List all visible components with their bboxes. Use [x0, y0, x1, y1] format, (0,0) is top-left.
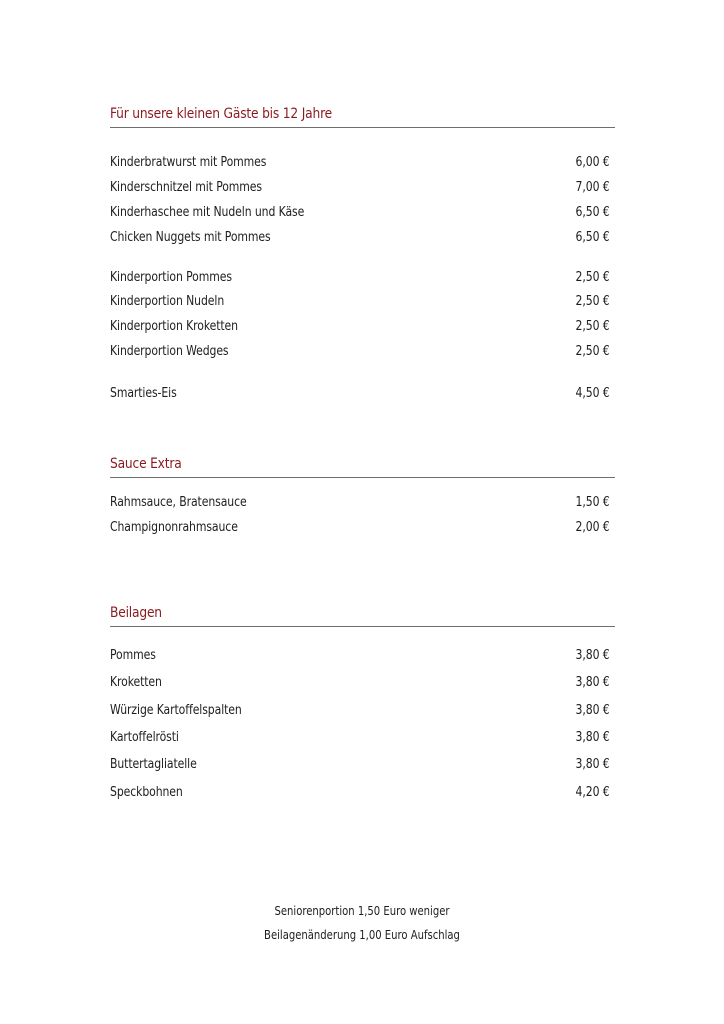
menu-item: [110, 342, 610, 360]
senior-portion-note: Seniorenportion 1,50 Euro weniger: [274, 904, 450, 918]
item-price: 4,20 €: [575, 784, 610, 800]
item-price: 2,50 €: [575, 293, 610, 309]
menu-item: [110, 178, 610, 196]
item-price: 2,50 €: [575, 318, 610, 334]
item-name: Kinderportion Nudeln: [110, 293, 225, 309]
side-change-note: Beilagenänderung 1,00 Euro Aufschlag: [264, 928, 460, 942]
item-price: 6,50 €: [575, 229, 610, 245]
section-divider: [110, 127, 615, 128]
section-divider: [110, 477, 615, 478]
section-kids: [110, 105, 615, 401]
menu-item: [110, 673, 610, 691]
item-price: 1,50 €: [575, 494, 610, 510]
section-title: Sauce Extra: [110, 456, 182, 472]
menu-item: [110, 384, 610, 402]
item-price: 4,50 €: [575, 385, 610, 401]
item-name: Buttertagliatelle: [110, 756, 197, 772]
item-name: Kartoffelrösti: [110, 729, 179, 745]
section-title: Für unsere kleinen Gäste bis 12 Jahre: [110, 106, 332, 122]
section-divider: [110, 626, 615, 627]
item-price: 2,50 €: [575, 269, 610, 285]
item-price: 6,00 €: [575, 154, 610, 170]
menu-item: [110, 701, 610, 719]
section-sauce-extra: [110, 455, 615, 535]
item-name: Smarties-Eis: [110, 385, 177, 401]
menu-item: [110, 317, 610, 335]
item-price: 3,80 €: [575, 756, 610, 772]
item-name: Speckbohnen: [110, 784, 183, 800]
item-price: 3,80 €: [575, 674, 610, 690]
item-name: Kinderportion Kroketten: [110, 318, 238, 334]
menu-item: [110, 518, 610, 536]
menu-item: [110, 728, 610, 746]
item-name: Kinderschnitzel mit Pommes: [110, 179, 262, 195]
menu-item: [110, 228, 610, 246]
item-name: Kinderportion Pommes: [110, 269, 232, 285]
item-price: 7,00 €: [575, 179, 610, 195]
item-price: 2,00 €: [575, 519, 610, 535]
menu-item: [110, 493, 610, 511]
item-name: Kroketten: [110, 674, 162, 690]
item-name: Champignonrahmsauce: [110, 519, 238, 535]
footer-notes: [0, 899, 724, 947]
item-price: 3,80 €: [575, 729, 610, 745]
menu-item: [110, 755, 610, 773]
item-name: Kinderbratwurst mit Pommes: [110, 154, 267, 170]
section-beilagen: [110, 604, 615, 800]
item-price: 6,50 €: [575, 204, 610, 220]
item-name: Rahmsauce, Bratensauce: [110, 494, 247, 510]
menu-item: [110, 783, 610, 801]
item-name: Pommes: [110, 647, 156, 663]
section-title: Beilagen: [110, 605, 162, 621]
item-price: 3,80 €: [575, 702, 610, 718]
item-name: Würzige Kartoffelspalten: [110, 702, 242, 718]
menu-item: [110, 292, 610, 310]
menu-item: [110, 268, 610, 286]
item-price: 2,50 €: [575, 343, 610, 359]
item-price: 3,80 €: [575, 647, 610, 663]
menu-item: [110, 203, 610, 221]
menu-item: [110, 153, 610, 171]
item-name: Kinderportion Wedges: [110, 343, 229, 359]
item-name: Kinderhaschee mit Nudeln und Käse: [110, 204, 305, 220]
menu-item: [110, 646, 610, 664]
item-name: Chicken Nuggets mit Pommes: [110, 229, 271, 245]
